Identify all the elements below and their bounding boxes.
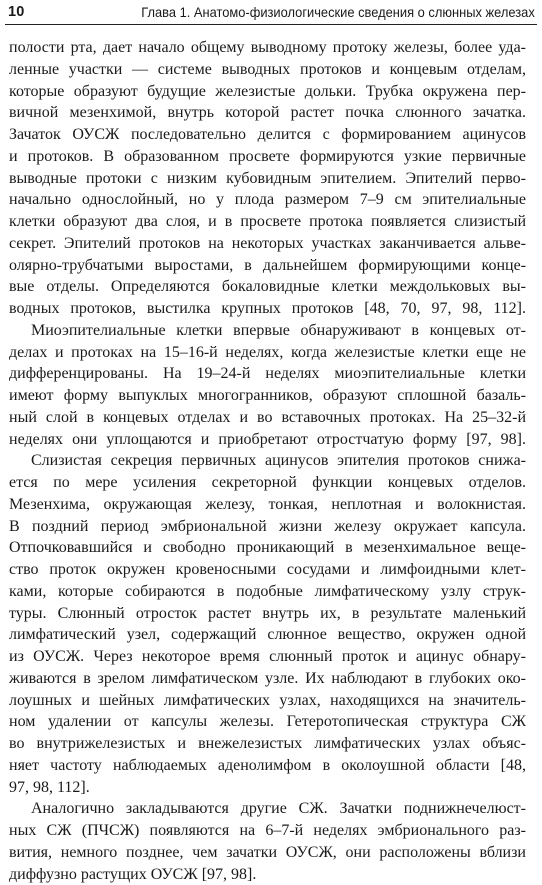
page-header <box>5 2 537 25</box>
text-line: во внутрижелезистых и внежелезистых лимфатических узлах объяс- <box>9 733 526 755</box>
text-line: живаются в зрелом лимфатическом узле. Их наблюдают в глубоких око- <box>9 668 526 690</box>
text-line: диффузно растущих ОУСЖ [97, 98]. <box>9 864 526 885</box>
text-line: клетки образуют два слоя, и в просвете протока появляется слизистый <box>9 211 526 233</box>
text-line: вые отделы. Определяются бокаловидные клетки междольковых вы- <box>9 276 526 298</box>
paragraph <box>9 798 526 885</box>
text-line: ном удалении от капсулы железы. Гетеротопическая структура СЖ <box>9 711 526 733</box>
text-line: Миоэпителиальные клетки впервые обнаруживают в концевых от- <box>9 320 526 342</box>
text-line: выводные протоки с низким кубовидным эпителием. Эпителий перво- <box>9 168 526 190</box>
text-line: няет частоту наблюдаемых аденолимфом в околоушной области [48, <box>9 755 526 777</box>
text-line: Аналогично закладываются другие СЖ. Зачатки поднижнечелюст- <box>9 798 526 820</box>
text-line: ленные участки — системе выводных протоков и концевым отделам, <box>9 59 526 81</box>
text-line: Отпочковавшийся и свободно проникающий в мезенхимальное веще- <box>9 537 526 559</box>
text-line: Зачаток ОУСЖ последовательно делится с формированием ацинусов <box>9 124 526 146</box>
page-number: 10 <box>8 3 25 21</box>
text-line: которые образуют будущие железистые дольки. Трубка окружена пер- <box>9 81 526 103</box>
paragraph <box>9 450 526 798</box>
text-line: 97, 98, 112]. <box>9 777 526 799</box>
text-line: В поздний период эмбриональной жизни железу окружает капсула. <box>9 516 526 538</box>
text-line: водных протоков, выстилка крупных протоков [48, 70, 97, 98, 112]. <box>9 298 526 320</box>
text-line: Слизистая секреция первичных ацинусов эпителия протоков снижа- <box>9 450 526 472</box>
text-line: ками, которые собираются в подобные лимфатическому узлу струк- <box>9 581 526 603</box>
text-line: дифференцированы. На 19–24-й неделях миоэпителиальные клетки <box>9 363 526 385</box>
text-line: вития, немного позднее, чем зачатки ОУСЖ, они расположены вблизи <box>9 842 526 864</box>
text-line: неделях они уплощаются и приобретают отростчатую форму [97, 98]. <box>9 429 526 451</box>
text-line: секрет. Эпителий протоков на некоторых участках заканчивается альве- <box>9 233 526 255</box>
paragraph <box>9 320 526 451</box>
text-line: Мезенхима, окружающая железу, тонкая, неплотная и волокнистая. <box>9 494 526 516</box>
text-line: лоушных и шейных лимфатических узлах, находящихся на значитель- <box>9 690 526 712</box>
text-line: и протоков. В образованном просвете формируются узкие первичные <box>9 146 526 168</box>
text-line: олярно-трубчатыми выростами, в дальнейшем формирующими конце- <box>9 255 526 277</box>
text-line: имеют форму выпуклых многогранников, образуют сплошной базаль- <box>9 385 526 407</box>
body-text <box>9 37 526 885</box>
text-line: ется по мере усиления секреторной функции концевых отделов. <box>9 472 526 494</box>
text-line: лимфатический узел, содержащий слюнное вещество, окружен одной <box>9 624 526 646</box>
text-line: делах и протоках на 15–16-й неделях, когда железистые клетки еще не <box>9 342 526 364</box>
text-line: из ОУСЖ. Через некоторое время слюнный проток и ацинус обнару- <box>9 646 526 668</box>
text-line: ство проток окружен кровеносными сосудами и лимфоидными клет- <box>9 559 526 581</box>
text-line: начально однослойный, но у плода размером 7–9 см эпителиальные <box>9 189 526 211</box>
text-line: ный слой в концевых отделах и во вставочных протоках. На 25–32-й <box>9 407 526 429</box>
running-title: Глава 1. Анатомо-физиологические сведения о слюнных железах <box>141 3 535 21</box>
text-line: вичной мезенхимой, внутрь которой растет почка слюнного зачатка. <box>9 102 526 124</box>
text-line: туры. Слюнный отросток растет внутрь их, в результате маленький <box>9 603 526 625</box>
paragraph <box>9 37 526 320</box>
text-line: ных СЖ (ПЧСЖ) появляются на 6–7-й неделях эмбрионального раз- <box>9 820 526 842</box>
text-line: полости рта, дает начало общему выводному протоку железы, более уда- <box>9 37 526 59</box>
